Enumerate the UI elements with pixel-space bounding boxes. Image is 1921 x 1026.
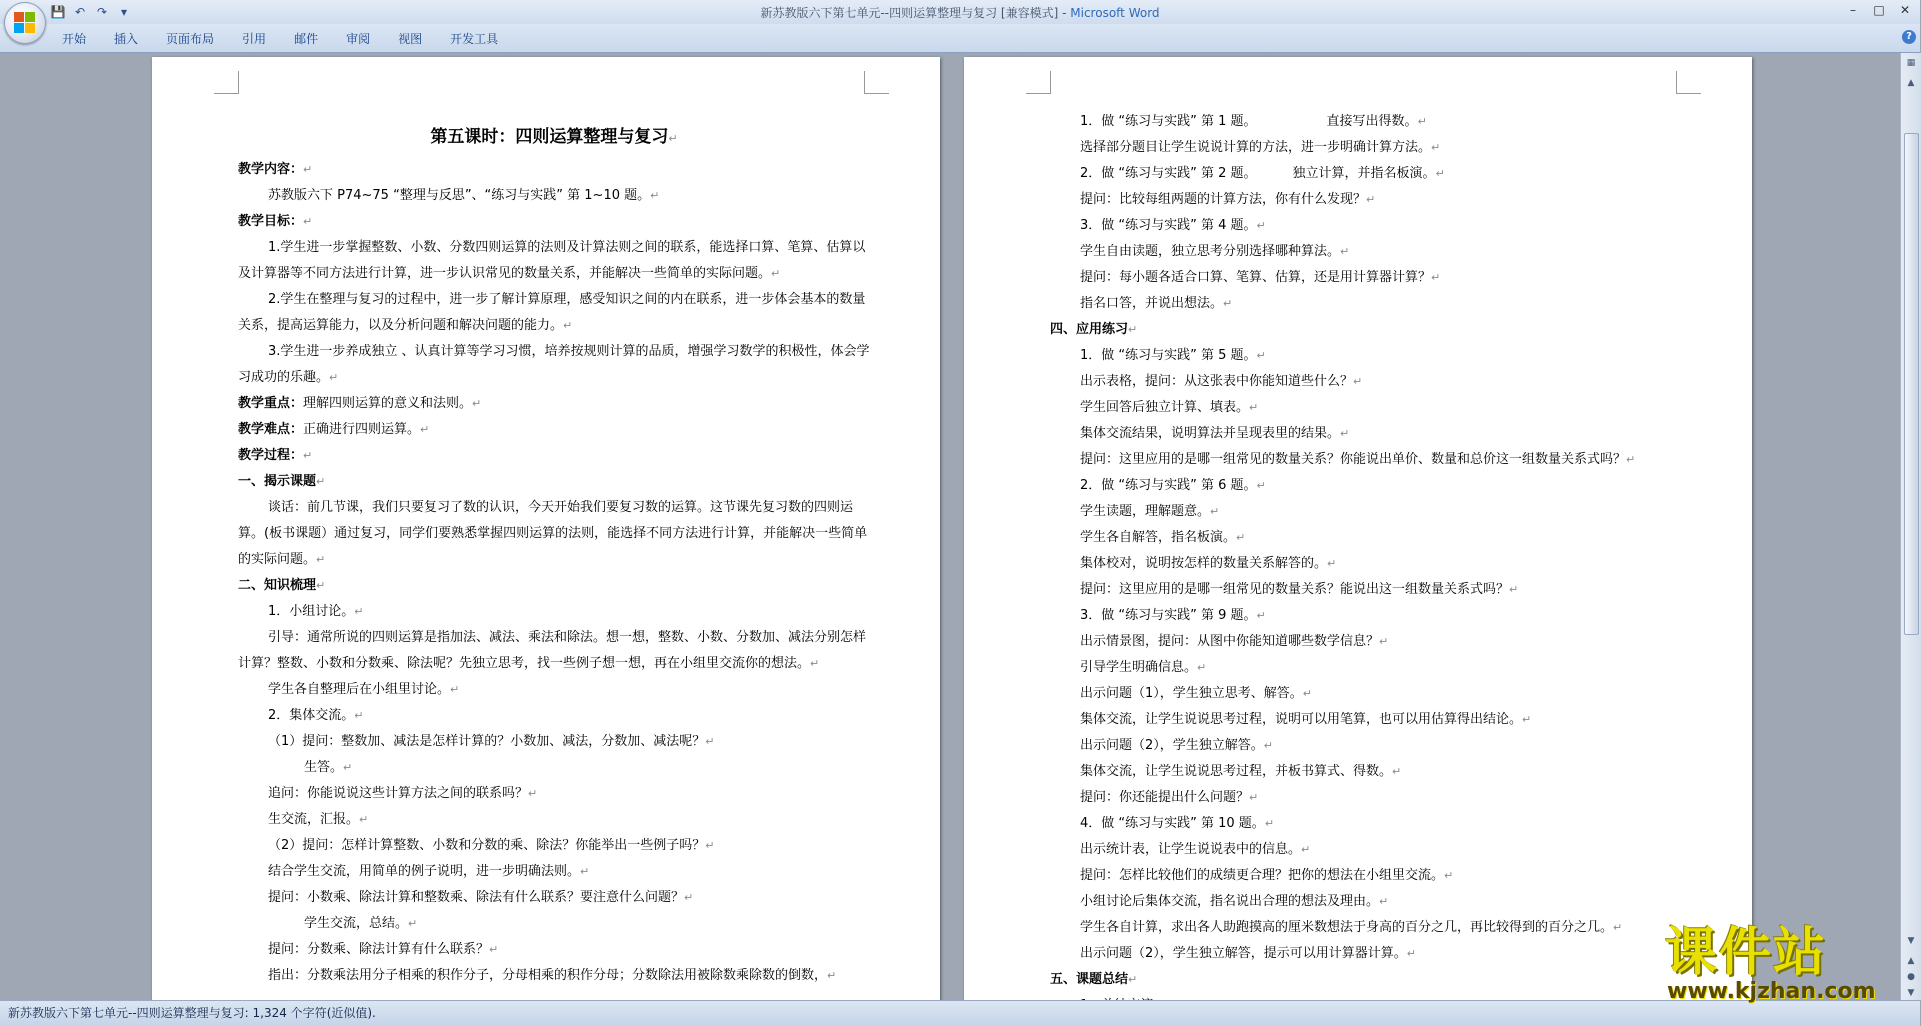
- paragraph: 出示问题（2），学生独立解答，提示可以用计算器计算。 ↵: [1050, 941, 1690, 967]
- tab-developer[interactable]: 开发工具: [450, 32, 499, 46]
- ribbon: [0, 24, 1920, 53]
- paragraph: 指出：分数乘法用分子相乘的积作分子，分母相乘的积作分母；分数除法用被除数乘除数的倒数， ↵: [238, 963, 870, 989]
- title-separator: -: [1058, 6, 1071, 20]
- document-page-left[interactable]: [152, 57, 940, 1017]
- tab-home[interactable]: 开始: [62, 32, 87, 46]
- paragraph: 学生读题，理解题意。 ↵: [1050, 499, 1690, 525]
- paragraph: 学生各自解答，指名板演。 ↵: [1050, 525, 1690, 551]
- paragraph: 4．做 “练习与实践” 第 10 题。 ↵: [1050, 811, 1690, 837]
- watermark-logo-text: 课件站: [1665, 923, 1828, 983]
- paragraph: 学生自由读题，独立思考分别选择哪种算法。 ↵: [1050, 239, 1690, 265]
- paragraph: 提问：每小题各适合口算、笔算、估算，还是用计算器计算？ ↵: [1050, 265, 1690, 291]
- watermark-url: www.kjzhan.com: [1667, 979, 1876, 1004]
- tab-review[interactable]: 审阅: [346, 32, 371, 46]
- status-bar: [0, 1000, 1920, 1026]
- paragraph: 苏教版六下 P74~75 “整理与反思”、“练习与实践” 第 1~10 题。 ↵: [238, 183, 870, 209]
- paragraph: 2．做 “练习与实践” 第 6 题。 ↵: [1050, 473, 1690, 499]
- paragraph: 结合学生交流，用简单的例子说明，进一步明确法则。 ↵: [238, 859, 870, 885]
- save-icon[interactable]: 💾: [50, 5, 66, 19]
- tab-page-layout[interactable]: 页面布局: [166, 32, 215, 46]
- paragraph: 3．做 “练习与实践” 第 9 题。 ↵: [1050, 603, 1690, 629]
- ruler-toggle-icon[interactable]: ▦: [1906, 58, 1916, 68]
- paragraph: 2．做 “练习与实践” 第 2 题。 独立计算，并指名板演。 ↵: [1050, 161, 1690, 187]
- paragraph: 3．做 “练习与实践” 第 4 题。 ↵: [1050, 213, 1690, 239]
- paragraph: 集体交流，让学生说说思考过程，说明可以用笔算，也可以用估算得出结论。 ↵: [1050, 707, 1690, 733]
- paragraph: 提问：比较每组两题的计算方法，你有什么发现？ ↵: [1050, 187, 1690, 213]
- section-heading: 五、课题总结 ↵: [1050, 967, 1690, 993]
- office-logo-icon: [14, 12, 36, 34]
- site-watermark: [1665, 925, 1905, 1005]
- paragraph: 提问：你还能提出什么问题？ ↵: [1050, 785, 1690, 811]
- title-bar: [0, 0, 1920, 24]
- paragraph: 3.学生进一步养成独立 、认真计算等学习习惯，培养按规则计算的品质，增强学习数学的积极性，体会学习成功的乐趣。 ↵: [238, 339, 870, 391]
- paragraph: 1.学生进一步掌握整数、小数、分数四则运算的法则及计算法则之间的联系，能选择口算、笔算、估算以及计算器等不同方法进行计算，进一步认识常见的数量关系，并能解决一些简单的实际问题。 ↵: [238, 235, 870, 287]
- office-button[interactable]: [4, 2, 46, 44]
- ribbon-tabs: [48, 30, 512, 48]
- paragraph: 追问：你能说说这些计算方法之间的联系吗？ ↵: [238, 781, 870, 807]
- paragraph: 指名口答，并说出想法。 ↵: [1050, 291, 1690, 317]
- section-heading: 一、揭示课题 ↵: [238, 469, 870, 495]
- document-heading: 第五课时：四则运算整理与复习 ↵: [238, 117, 870, 157]
- previous-page-icon[interactable]: ▲: [1907, 956, 1915, 966]
- close-icon[interactable]: ✕: [1899, 3, 1911, 17]
- tab-view[interactable]: 视图: [398, 32, 423, 46]
- document-page-right[interactable]: [964, 57, 1752, 1017]
- paragraph: 谈话：前几节课，我们只要复习了数的认识，今天开始我们要复习数的运算。这节课先复习数的四则运算。(板书课题）通过复习，同学们要熟悉掌握四则运算的法则，能选择不同方法进行计算，并能解决一些简单的实际问题。 ↵: [238, 495, 870, 573]
- paragraph: 出示表格，提问：从这张表中你能知道些什么？ ↵: [1050, 369, 1690, 395]
- tab-mailings[interactable]: 邮件: [294, 32, 319, 46]
- scroll-up-icon[interactable]: ▲: [1907, 78, 1915, 88]
- paragraph: 提问：分数乘、除法计算有什么联系？ ↵: [238, 937, 870, 963]
- paragraph: 教学难点：正确进行四则运算。 ↵: [238, 417, 870, 443]
- crop-mark: [1676, 71, 1701, 94]
- paragraph: 教学目标： ↵: [238, 209, 870, 235]
- paragraph: 生答。 ↵: [238, 755, 870, 781]
- maximize-icon[interactable]: □: [1873, 3, 1885, 17]
- paragraph: 出示统计表，让学生说说表中的信息。 ↵: [1050, 837, 1690, 863]
- paragraph: 小组讨论后集体交流，指名说出合理的想法及理由。 ↵: [1050, 889, 1690, 915]
- paragraph: 学生各自计算，求出各人助跑摸高的厘米数想法于身高的百分之几，再比较得到的百分之几。 ↵: [1050, 915, 1690, 941]
- window-controls: [1840, 0, 1918, 20]
- paragraph: 学生交流，总结。 ↵: [238, 911, 870, 937]
- customize-qat-icon[interactable]: ▾: [120, 5, 128, 19]
- paragraph: 提问：这里应用的是哪一组常见的数量关系？能说出这一组数量关系式吗？ ↵: [1050, 577, 1690, 603]
- paragraph: （1）提问：整数加、减法是怎样计算的？小数加、减法，分数加、减法呢？ ↵: [238, 729, 870, 755]
- minimize-icon[interactable]: –: [1850, 3, 1856, 17]
- tab-references[interactable]: 引用: [242, 32, 267, 46]
- status-text: 新苏教版六下第七单元--四则运算整理与复习: 1,324 个字符(近似值).: [8, 1006, 376, 1020]
- paragraph: 出示问题（2），学生独立解答。 ↵: [1050, 733, 1690, 759]
- next-page-icon[interactable]: ▼: [1907, 988, 1915, 998]
- paragraph: （2）提问：怎样计算整数、小数和分数的乘、除法？你能举出一些例子吗？ ↵: [238, 833, 870, 859]
- paragraph: 出示问题（1），学生独立思考、解答。 ↵: [1050, 681, 1690, 707]
- paragraph: 1．做 “练习与实践” 第 5 题。 ↵: [1050, 343, 1690, 369]
- tab-insert[interactable]: 插入: [114, 32, 139, 46]
- paragraph: 引导学生明确信息。 ↵: [1050, 655, 1690, 681]
- paragraph: 1．做 “练习与实践” 第 1 题。 直接写出得数。 ↵: [1050, 109, 1690, 135]
- help-icon[interactable]: ?: [1902, 30, 1916, 44]
- paragraph: 集体交流，让学生说说思考过程，并板书算式、得数。 ↵: [1050, 759, 1690, 785]
- paragraph: 2．集体交流。 ↵: [238, 703, 870, 729]
- paragraph: 1．小组讨论。 ↵: [238, 599, 870, 625]
- scroll-down-icon[interactable]: ▼: [1907, 936, 1915, 946]
- crop-mark: [1026, 71, 1051, 94]
- document-name: 新苏教版六下第七单元--四则运算整理与复习 [兼容模式]: [760, 6, 1059, 20]
- application-name: Microsoft Word: [1070, 6, 1160, 20]
- paragraph: 提问：怎样比较他们的成绩更合理？把你的想法在小组里交流。 ↵: [1050, 863, 1690, 889]
- paragraph: 教学重点：理解四则运算的意义和法则。 ↵: [238, 391, 870, 417]
- paragraph: 教学过程： ↵: [238, 443, 870, 469]
- section-heading: 二、知识梳理 ↵: [238, 573, 870, 599]
- section-heading: 四、应用练习 ↵: [1050, 317, 1690, 343]
- paragraph: 提问：这里应用的是哪一组常见的数量关系？你能说出单价、数量和总价这一组数量关系式吗？ ↵: [1050, 447, 1690, 473]
- paragraph: 教学内容： ↵: [238, 157, 870, 183]
- crop-mark: [864, 71, 889, 94]
- scrollbar-thumb[interactable]: [1904, 133, 1919, 635]
- document-workspace[interactable]: [0, 53, 1900, 1000]
- crop-mark: [214, 71, 239, 94]
- page-content: [1050, 109, 1690, 1019]
- paragraph: 提问：小数乘、除法计算和整数乘、除法有什么联系？要注意什么问题？ ↵: [238, 885, 870, 911]
- window-title: [0, 4, 1920, 21]
- paragraph: 集体交流结果，说明算法并呈现表里的结果。 ↵: [1050, 421, 1690, 447]
- page-content: [238, 117, 870, 989]
- select-browse-object-icon[interactable]: ●: [1907, 972, 1915, 982]
- paragraph: 选择部分题目让学生说说计算的方法，进一步明确计算方法。 ↵: [1050, 135, 1690, 161]
- undo-icon[interactable]: ↶: [74, 5, 86, 19]
- paragraph: 生交流，汇报。 ↵: [238, 807, 870, 833]
- paragraph: 集体校对，说明按怎样的数量关系解答的。 ↵: [1050, 551, 1690, 577]
- vertical-scrollbar[interactable]: [1900, 53, 1921, 1000]
- paragraph: 出示情景图，提问：从图中你能知道哪些数学信息？ ↵: [1050, 629, 1690, 655]
- paragraph: 引导：通常所说的四则运算是指加法、减法、乘法和除法。想一想，整数、小数、分数加、减法分别怎样计算？整数、小数和分数乘、除法呢？先独立思考，找一些例子想一想，再在小组里交流你的想法。 ↵: [238, 625, 870, 677]
- paragraph: 学生回答后独立计算、填表。 ↵: [1050, 395, 1690, 421]
- paragraph: 学生各自整理后在小组里讨论。 ↵: [238, 677, 870, 703]
- redo-icon[interactable]: ↷: [96, 5, 108, 19]
- paragraph: 2.学生在整理与复习的过程中，进一步了解计算原理，感受知识之间的内在联系，进一步体会基本的数量关系，提高运算能力，以及分析问题和解决问题的能力。 ↵: [238, 287, 870, 339]
